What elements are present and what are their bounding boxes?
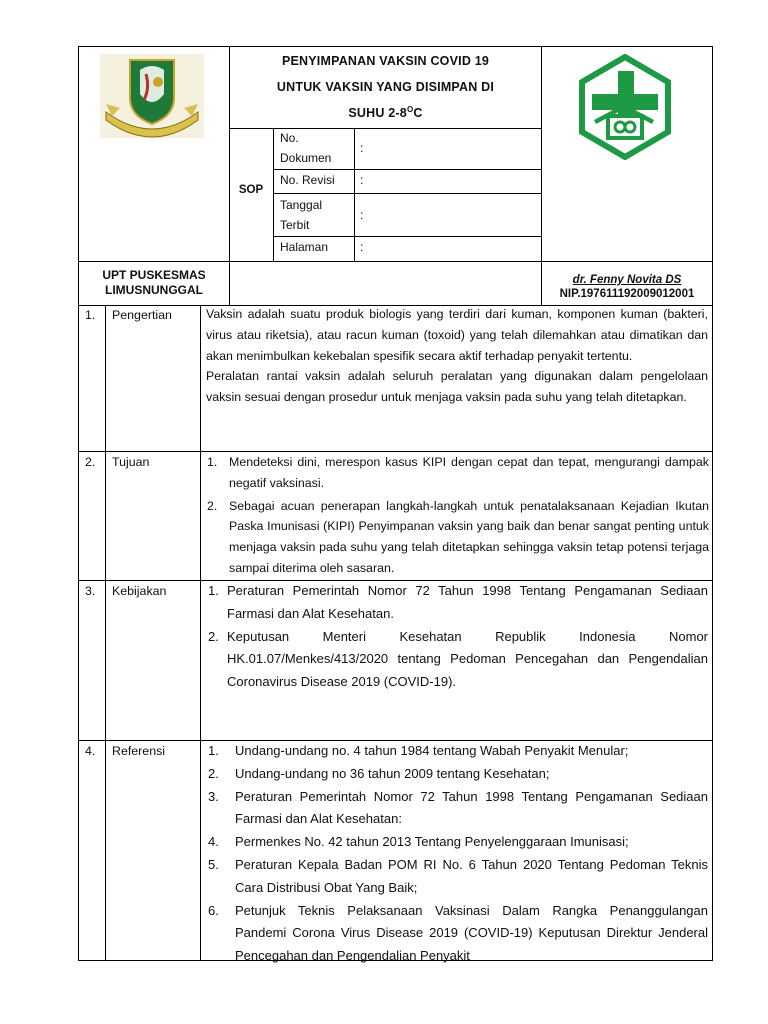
section-4-number: 4. xyxy=(85,744,96,758)
section-4-title: Referensi xyxy=(112,744,166,758)
meta-no-dokumen-value: : xyxy=(360,141,364,155)
section-3-number: 3. xyxy=(85,584,96,598)
section-1-number: 1. xyxy=(85,308,96,322)
section-1-title: Pengertian xyxy=(112,308,172,322)
section-3-title: Kebijakan xyxy=(112,584,167,598)
unit-name-line-2: LIMUSNUNGGAL xyxy=(105,283,203,297)
meta-no-revisi-label: No. Revisi xyxy=(280,173,335,187)
signer-nip: NIP.197611192009012001 xyxy=(559,288,695,300)
unit-name-line-1: UPT PUSKESMAS xyxy=(102,268,206,282)
regency-logo xyxy=(100,54,204,138)
list-item: 2. Sebagai acuan penerapan langkah-langkah untuk penatalaksanaan Kejadian Ikutan Paska Imunisasi (KIPI) Penyimpanan vaksin yang baik dan benar sangat penting untuk menjaga vaksin pada suhu yang telah ditetapkan sehingga vaksin tetap potensi terjaga sampai diterima oleh sasaran. xyxy=(207,498,709,575)
list-item: 2. Keputusan Menteri Kesehatan Republik Indonesia Nomor HK.01.07/Menkes/413/2020 tentang Pedoman Pencegahan dan Pengendalian Coronavirus Disease 2019 (COVID-19). xyxy=(208,628,708,690)
meta-no-dokumen-label: No. Dokumen xyxy=(280,131,332,165)
signer-name: dr. Fenny Novita DS xyxy=(572,274,682,286)
list-item: 1. Peraturan Pemerintah Nomor 72 Tahun 1998 Tentang Pengamanan Sediaan Farmasi dan Alat Kesehatan. xyxy=(208,583,708,621)
unit-name xyxy=(79,268,229,298)
list-item: 1. Undang-undang no. 4 tahun 1984 tentang Wabah Penyakit Menular; xyxy=(208,743,629,758)
signer-block xyxy=(542,273,712,301)
section-1-para-2: Peralatan rantai vaksin adalah seluruh peralatan yang digunakan dalam pengelolaan vaksin sesuai dengan prosedur untuk menjaga vaksin pada suhu yang telah ditetapkan. xyxy=(206,369,708,405)
section-4-list xyxy=(208,740,708,968)
list-item: 4. Permenkes No. 42 tahun 2013 Tentang Penyelenggaraan Imunisasi; xyxy=(208,834,629,850)
sop-label: SOP xyxy=(238,184,264,196)
meta-tanggal-terbit-label: Tanggal Terbit xyxy=(280,198,323,232)
document-title xyxy=(230,48,541,126)
title-line-3: SUHU $2-8^OC$ xyxy=(348,104,423,120)
list-item: 2. Undang-undang no 36 tahun 2009 tentang Kesehatan; xyxy=(208,765,550,781)
list-item: 5. Peraturan Kepala Badan POM RI No. 6 Tahun 2020 Tentang Pedoman Teknis Cara Distribusi Obat Yang Baik; xyxy=(208,856,708,895)
section-1-para-1: Vaksin adalah suatu produk biologis yang terdiri dari kuman, komponen kuman (bakteri, virus atau riketsia), atau racun kuman (toxoid) yang telah dilemahkan atau dimatikan dan akan menimbulkan kekebalan spesifik secara aktif terhadap penyakit tertentu. xyxy=(206,307,708,363)
puskesmas-logo xyxy=(572,54,678,160)
list-item: 1. Mendeteksi dini, merespon kasus KIPI dengan cepat dan tepat, mengurangi dampak negatif vaksinasi. xyxy=(207,455,709,490)
degree-mark: O xyxy=(406,104,414,114)
list-item: 6. Petunjuk Teknis Pelaksanaan Vaksinasi Dalam Rangka Penanggulangan Pandemi Corona Virus Disease 2019 (COVID-19) Keputusan Direktur Jenderal Pencegahan dan Pengendalian Penyakit xyxy=(208,902,708,964)
meta-halaman-value: : xyxy=(360,240,364,254)
meta-halaman-label: Halaman xyxy=(280,240,329,254)
meta-tanggal-terbit-value: : xyxy=(360,208,364,222)
section-2-number: 2. xyxy=(85,455,96,469)
title-line-2: UNTUK VAKSIN YANG DISIMPAN DI xyxy=(276,80,495,94)
section-2-title: Tujuan xyxy=(112,455,150,469)
section-2-list xyxy=(207,452,709,579)
section-1-body xyxy=(206,304,708,408)
title-line-1: PENYIMPANAN VAKSIN COVID 19 xyxy=(281,54,490,68)
section-3-list xyxy=(208,580,708,694)
meta-no-revisi-value: : xyxy=(360,173,364,187)
list-item: 3. Peraturan Pemerintah Nomor 72 Tahun 1998 Tentang Pengamanan Sediaan Farmasi dan Alat Kesehatan: xyxy=(208,788,708,827)
